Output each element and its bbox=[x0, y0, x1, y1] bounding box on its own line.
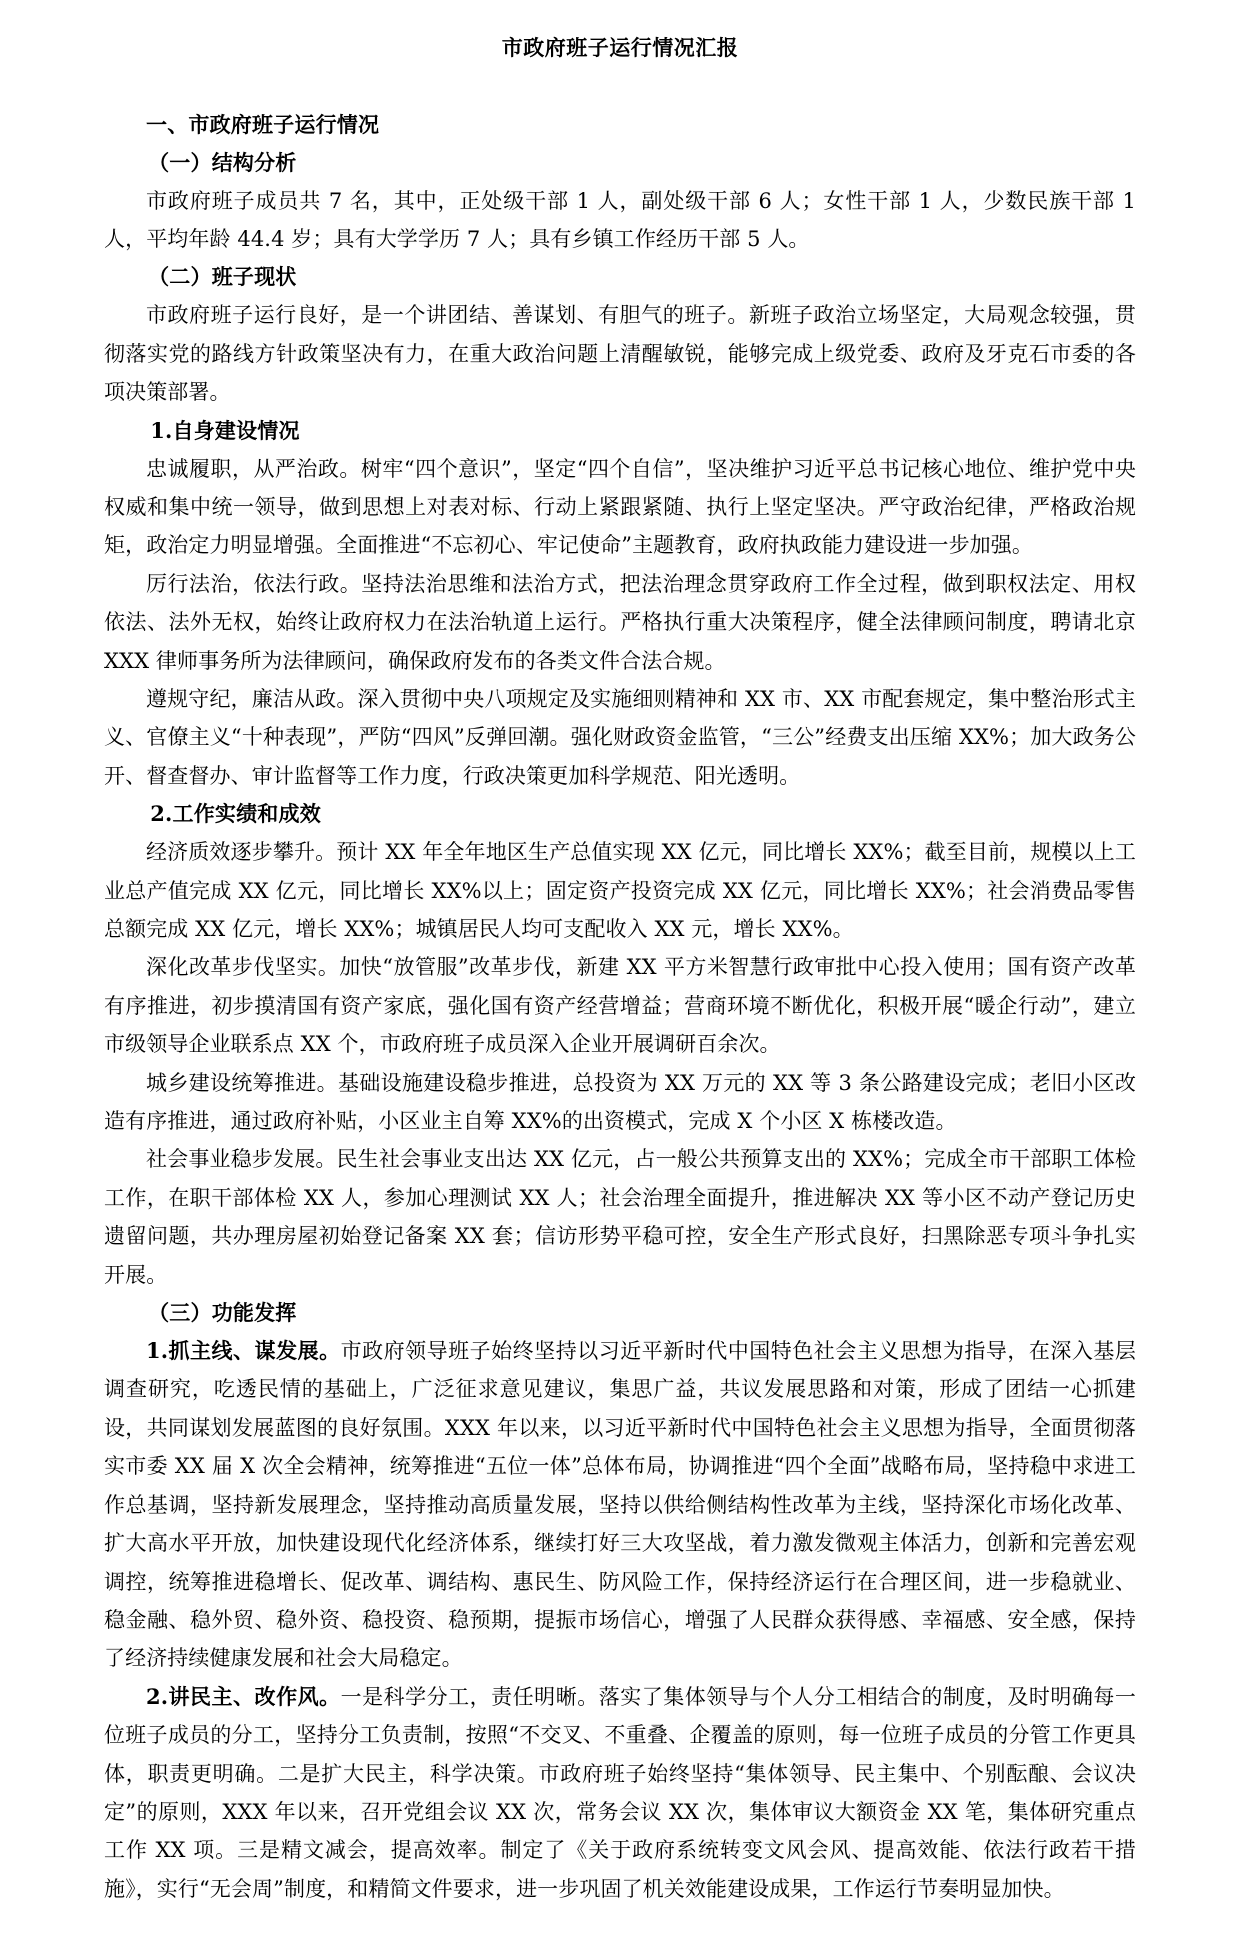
paragraph-text: 市政府领导班子始终坚持以习近平新时代中国特色社会主义思想为指导，在深入基层调查研究，吃透民情的基础上，广泛征求意见建议，集思广益，共议发展思路和对策，形成了团结一心抓建设，共同谋划发展蓝图的良好氛围。XXX 年以来，以习近平新时代中国特色社会主义思想为指导，全面贯彻落实市委 XX 届 X 次全会精神，统筹推进“五位一体”总体布局，协调推进“四个全面”战略布局，坚持稳中求进工作总基调，坚持新发展理念，坚持推动高质量发展，坚持以供给侧结构性改革为主线，坚持深化市场化改革、扩大高水平开放，加快建设现代化经济体系，继续打好三大攻坚战，着力激发微观主体活力，创新和完善宏观调控，统筹推进稳增长、促改革、调结构、惠民生、防风险工作，保持经济运行在合理区间，进一步稳就业、稳金融、稳外贸、稳外资、稳投资、稳预期，提振市场信心，增强了人民群众获得感、幸福感、安全感，保持了经济持续健康发展和社会大局稳定。 bbox=[104, 1339, 1136, 1671]
title-spacer bbox=[104, 64, 1136, 106]
document-body bbox=[104, 106, 1136, 1909]
section-heading-level-2: （二）班子现状 bbox=[148, 264, 297, 290]
section-heading-level-3: 1.自身建设情况 bbox=[150, 417, 300, 443]
body-paragraph: 遵规守纪，廉洁从政。深入贯彻中央八项规定及实施细则精神和 XX 市、XX 市配套规定，集中整治形式主义、官僚主义“十种表现”，严防“四风”反弹回潮。强化财政资金监管，“三公”经费支出压缩 XX%；加大政务公开、督查督办、审计监督等工作力度，行政决策更加科学规范、阳光透明。 bbox=[104, 686, 1136, 788]
paragraph-lead-phrase: 1.抓主线、谋发展。 bbox=[146, 1338, 341, 1364]
section-heading-level-2: （三）功能发挥 bbox=[148, 1300, 297, 1326]
page-bottom-spacer bbox=[104, 1908, 1136, 1918]
section-heading-level-3: 2.工作实绩和成效 bbox=[150, 801, 321, 827]
body-paragraph-with-lead bbox=[104, 1332, 1136, 1678]
paragraph-text: 一是科学分工，责任明晰。落实了集体领导与个人分工相结合的制度，及时明确每一位班子成员的分工，坚持分工负责制，按照“不交叉、不重叠、企覆盖的原则，每一位班子成员的分管工作更具体，职责更明确。二是扩大民主，科学决策。市政府班子始终坚持“集体领导、民主集中、个别酝酿、会议决定”的原则，XXX 年以来，召开党组会议 XX 次，常务会议 XX 次，集体审议大额资金 XX 笔，集体研究重点工作 XX 项。三是精文减会，提高效率。制定了《关于政府系统转变文风会风、提高效能、依法行政若干措施》，实行“无会周”制度，和精简文件要求，进一步巩固了机关效能建设成果，工作运行节奏明显加快。 bbox=[104, 1684, 1136, 1901]
body-paragraph: 忠诚履职，从严治政。树牢“四个意识”，坚定“四个自信”，坚决维护习近平总书记核心地位、维护党中央权威和集中统一领导，做到思想上对表对标、行动上紧跟紧随、执行上坚定坚决。严守政治纪律，严格政治规矩，政治定力明显增强。全面推进“不忘初心、牢记使命”主题教育，政府执政能力建设进一步加强。 bbox=[104, 456, 1136, 558]
section-heading-level-1: 一、市政府班子运行情况 bbox=[146, 111, 380, 137]
body-paragraph: 经济质效逐步攀升。预计 XX 年全年地区生产总值实现 XX 亿元，同比增长 XX%；截至目前，规模以上工业总产值完成 XX 亿元，同比增长 XX%以上；固定资产投资完成 XX 亿元，同比增长 XX%；社会消费品零售总额完成 XX 亿元，增长 XX%；城镇居民人均可支配收入 XX 元，增长 XX%。 bbox=[104, 840, 1136, 941]
body-paragraph: 市政府班子成员共 7 名，其中，正处级干部 1 人，副处级干部 6 人；女性干部 1 人，少数民族干部 1 人，平均年龄 44.4 岁；具有大学学历 7 人；具有乡镇工作经历干部 5 人。 bbox=[104, 188, 1136, 251]
body-paragraph: 市政府班子运行良好，是一个讲团结、善谋划、有胆气的班子。新班子政治立场坚定，大局观念较强，贯彻落实党的路线方针政策坚决有力，在重大政治问题上清醒敏锐，能够完成上级党委、政府及牙克石市委的各项决策部署。 bbox=[104, 303, 1136, 405]
section-heading-level-2: （一）结构分析 bbox=[148, 149, 297, 175]
document-title: 市政府班子运行情况汇报 bbox=[501, 35, 739, 60]
paragraph-lead-phrase: 2.讲民主、改作风。 bbox=[146, 1683, 341, 1709]
body-paragraph: 社会事业稳步发展。民生社会事业支出达 XX 亿元，占一般公共预算支出的 XX%；完成全市干部职工体检工作，在职干部体检 XX 人，参加心理测试 XX 人；社会治理全面提升，推进解决 XX 等小区不动产登记历史遗留问题，共办理房屋初始登记备案 XX 套；信访形势平稳可控，安全生产形式良好，扫黑除恶专项斗争扎实开展。 bbox=[104, 1147, 1136, 1287]
body-paragraph: 深化改革步伐坚实。加快“放管服”改革步伐，新建 XX 平方米智慧行政审批中心投入使用；国有资产改革有序推进，初步摸清国有资产家底，强化国有资产经营增益；营商环境不断优化，积极开展“暖企行动”，建立市级领导企业联系点 XX 个，市政府班子成员深入企业开展调研百余次。 bbox=[104, 955, 1136, 1057]
body-paragraph: 城乡建设统筹推进。基础设施建设稳步推进，总投资为 XX 万元的 XX 等 3 条公路建设完成；老旧小区改造有序推进，通过政府补贴，小区业主自筹 XX%的出资模式，完成 X 个小区 X 栋楼改造。 bbox=[104, 1070, 1136, 1134]
body-paragraph-with-lead bbox=[104, 1678, 1136, 1908]
body-paragraph: 厉行法治，依法行政。坚持法治思维和法治方式，把法治理念贯穿政府工作全过程，做到职权法定、用权依法、法外无权，始终让政府权力在法治轨道上运行。严格执行重大决策程序，健全法律顾问制度，聘请北京 XXX 律师事务所为法律顾问，确保政府发布的各类文件合法合规。 bbox=[104, 571, 1136, 673]
